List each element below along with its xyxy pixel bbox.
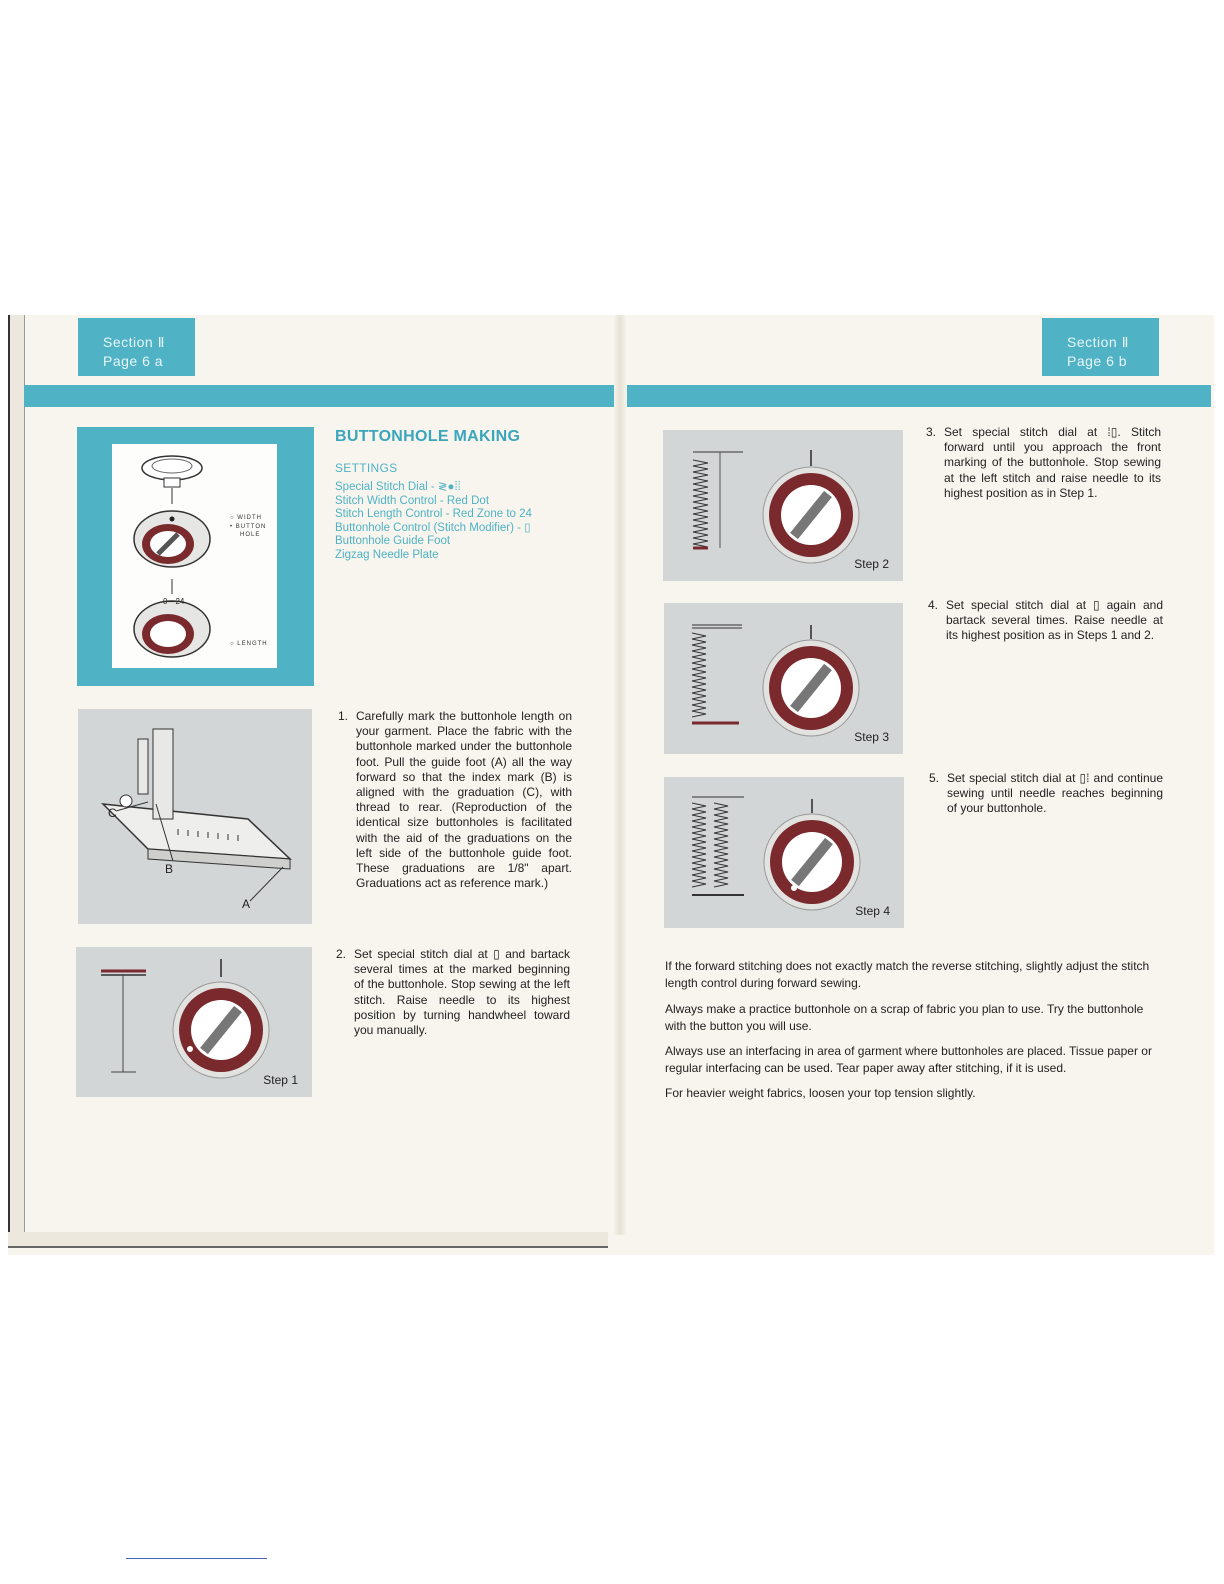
settings-title: SETTINGS xyxy=(335,461,398,475)
step-body: Set special stitch dial at ▯ again and bartack several times. Raise needle at its highest position as in Steps 1 and 2. xyxy=(946,598,1163,643)
settings-item: Stitch Length Control - Red Zone to 24 xyxy=(335,508,532,520)
settings-item: Special Stitch Dial - ≷●⁞⁞ xyxy=(335,481,461,493)
step-number: 2. xyxy=(336,947,347,961)
note-paragraph: If the forward stitching does not exactly match the reverse stitching, slightly adjust the stitch length control during forward sewing. xyxy=(665,959,1150,990)
step-4-figure xyxy=(664,777,904,928)
dial-label-hole: HOLE xyxy=(240,532,261,538)
settings-list xyxy=(335,481,532,562)
footer-rule xyxy=(126,1558,267,1559)
step-body: Set special stitch dial at ▯ and bartack several times at the marked beginning of the buttonhole. Stop sewing at the left stitch. Raise needle to its highest position by turning handwheel toward you manually. xyxy=(354,947,570,1038)
step-number: 5. xyxy=(929,771,940,785)
note-paragraph: For heavier weight fabrics, loosen your top tension slightly. xyxy=(665,1086,976,1100)
page-heading: BUTTONHOLE MAKING xyxy=(335,428,521,445)
label-c: C xyxy=(108,806,117,820)
dials-illustration xyxy=(112,444,277,668)
dial-label-width: ○ WIDTH xyxy=(230,515,262,521)
binding-gutter xyxy=(613,315,627,1235)
figure-caption: Step 1 xyxy=(263,1073,298,1087)
note-paragraph: Always make a practice buttonhole on a scrap of fabric you plan to use. Try the buttonhole with the button you will use. xyxy=(665,1002,1144,1033)
step-body: Set special stitch dial at ▯⁞ and continue sewing until needle reaches beginning of your buttonhole. xyxy=(947,771,1163,816)
label-b: B xyxy=(165,862,174,876)
header-band-left xyxy=(24,385,614,407)
step-2-figure xyxy=(663,430,903,581)
header-band-right xyxy=(627,385,1211,407)
dials-figure xyxy=(77,427,314,686)
step-1-figure xyxy=(76,947,312,1097)
step-3-figure xyxy=(664,603,903,754)
section-tab-left xyxy=(78,318,195,376)
dials-panel xyxy=(112,444,277,668)
note-paragraph: Always use an interfacing in area of garment where buttonholes are placed. Tissue paper or regular interfacing can be used. Tear paper away after stitching, if it is used. xyxy=(665,1044,1152,1075)
step-2-text xyxy=(336,947,570,1038)
section-label: Section Ⅱ xyxy=(103,334,165,350)
label-a: A xyxy=(242,897,251,911)
step-number: 3. xyxy=(926,425,937,439)
dial-zone-label: 0—24 xyxy=(163,597,185,606)
settings-item: Buttonhole Control (Stitch Modifier) - ▯ xyxy=(335,521,531,534)
step-body: Set special stitch dial at ⁞▯. Stitch forward until you approach the front marking of the buttonhole. Stop sewing at the left stitch and raise needle to its highest position as in Step 1. xyxy=(944,425,1161,500)
settings-item: Stitch Width Control - Red Dot xyxy=(335,494,490,507)
figure-caption: Step 3 xyxy=(854,730,889,744)
page-bottom-edge xyxy=(8,1232,608,1248)
figure-caption: Step 4 xyxy=(855,904,890,918)
guide-foot-figure xyxy=(78,709,312,924)
step-number: 4. xyxy=(928,598,939,612)
step-number: 1. xyxy=(338,709,349,723)
settings-item: Buttonhole Guide Foot xyxy=(335,535,451,547)
settings-item: Zigzag Needle Plate xyxy=(335,548,439,561)
section-tab-right xyxy=(1042,318,1159,376)
section-label: Section Ⅱ xyxy=(1067,334,1129,350)
dial-label-button: • BUTTON xyxy=(230,524,267,530)
step-body: Carefully mark the buttonhole length on your garment. Place the fabric with the buttonhole marked under the buttonhole foot. Pull the guide foot (A) all the way forward so that the index mark (B) is aligned with the graduation (C), with thread to rear. (Reproduction of the identical size buttonholes is facilitated with the aid of the graduations on the left side of the buttonhole guide foot. These graduations are 1/8" apart. Graduations act as reference mark.) xyxy=(356,709,572,891)
page-edge xyxy=(8,315,25,1245)
step-1-text xyxy=(338,709,572,891)
figure-caption: Step 2 xyxy=(854,557,889,571)
step-5-text xyxy=(929,771,1163,817)
dial-label-length: ○ LENGTH xyxy=(230,641,268,647)
page-label: Page 6 a xyxy=(103,353,164,369)
step-4-text xyxy=(928,598,1163,644)
step-3-text xyxy=(926,425,1161,501)
page-label: Page 6 b xyxy=(1067,353,1128,369)
